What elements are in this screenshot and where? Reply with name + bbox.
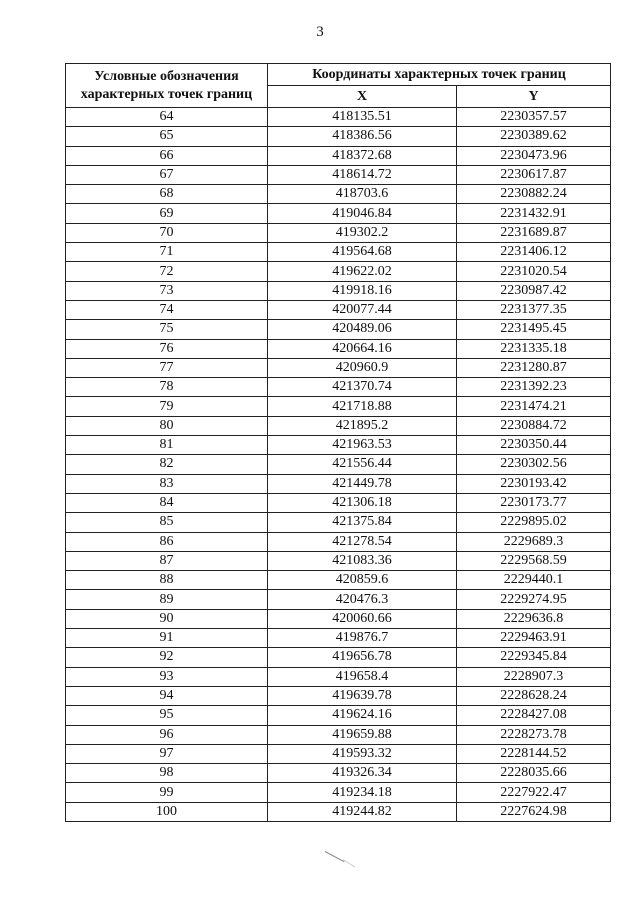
y-coordinate-cell: 2230357.57 — [457, 108, 611, 127]
y-coordinate-cell: 2229345.84 — [457, 648, 611, 667]
table-row — [66, 416, 611, 435]
table-body — [66, 108, 611, 822]
y-coordinate-cell: 2229568.59 — [457, 551, 611, 570]
x-coordinate-cell: 421370.74 — [268, 378, 457, 397]
table-row — [66, 223, 611, 242]
y-coordinate-cell: 2229463.91 — [457, 629, 611, 648]
x-coordinate-cell: 418703.6 — [268, 185, 457, 204]
point-cell: 64 — [66, 108, 268, 127]
y-coordinate-cell: 2229274.95 — [457, 590, 611, 609]
y-coordinate-cell: 2230617.87 — [457, 165, 611, 184]
point-cell: 74 — [66, 300, 268, 319]
point-cell: 66 — [66, 146, 268, 165]
y-coordinate-cell: 2231689.87 — [457, 223, 611, 242]
table-row — [66, 725, 611, 744]
x-coordinate-cell: 419658.4 — [268, 667, 457, 686]
x-coordinate-cell: 418386.56 — [268, 127, 457, 146]
table-row — [66, 764, 611, 783]
point-cell: 72 — [66, 262, 268, 281]
point-cell: 71 — [66, 243, 268, 262]
x-column-header: X — [268, 86, 457, 108]
x-coordinate-cell: 418135.51 — [268, 108, 457, 127]
y-coordinate-cell: 2231392.23 — [457, 378, 611, 397]
x-coordinate-cell: 421556.44 — [268, 455, 457, 474]
table-row — [66, 436, 611, 455]
y-coordinate-cell: 2229636.8 — [457, 609, 611, 628]
table-row — [66, 320, 611, 339]
y-coordinate-cell: 2228035.66 — [457, 764, 611, 783]
x-coordinate-cell: 421375.84 — [268, 513, 457, 532]
y-coordinate-cell: 2231474.21 — [457, 397, 611, 416]
point-cell: 68 — [66, 185, 268, 204]
y-coordinate-cell: 2230473.96 — [457, 146, 611, 165]
x-coordinate-cell: 419622.02 — [268, 262, 457, 281]
y-coordinate-cell: 2230389.62 — [457, 127, 611, 146]
point-cell: 84 — [66, 493, 268, 512]
y-coordinate-cell: 2231280.87 — [457, 358, 611, 377]
x-coordinate-cell: 421083.36 — [268, 551, 457, 570]
y-column-header: Y — [457, 86, 611, 108]
table-row — [66, 532, 611, 551]
table-row — [66, 571, 611, 590]
point-cell: 90 — [66, 609, 268, 628]
table-row — [66, 455, 611, 474]
y-coordinate-cell: 2231406.12 — [457, 243, 611, 262]
x-coordinate-cell: 420960.9 — [268, 358, 457, 377]
x-coordinate-cell: 420060.66 — [268, 609, 457, 628]
x-coordinate-cell: 420859.6 — [268, 571, 457, 590]
table-row — [66, 339, 611, 358]
table-row — [66, 609, 611, 628]
x-coordinate-cell: 419302.2 — [268, 223, 457, 242]
x-coordinate-cell: 419326.34 — [268, 764, 457, 783]
table-row — [66, 551, 611, 570]
x-coordinate-cell: 421449.78 — [268, 474, 457, 493]
point-cell: 81 — [66, 436, 268, 455]
point-cell: 67 — [66, 165, 268, 184]
x-coordinate-cell: 418614.72 — [268, 165, 457, 184]
x-coordinate-cell: 419564.68 — [268, 243, 457, 262]
point-cell: 76 — [66, 339, 268, 358]
y-coordinate-cell: 2231335.18 — [457, 339, 611, 358]
table-row — [66, 783, 611, 802]
page-number: 3 — [316, 24, 324, 40]
point-cell: 65 — [66, 127, 268, 146]
y-coordinate-cell: 2231432.91 — [457, 204, 611, 223]
table-row — [66, 513, 611, 532]
x-coordinate-cell: 420077.44 — [268, 300, 457, 319]
point-designation-header: Условные обозначения характерных точек границ — [66, 64, 268, 108]
y-coordinate-cell: 2231377.35 — [457, 300, 611, 319]
table-row — [66, 629, 611, 648]
y-coordinate-cell: 2228144.52 — [457, 744, 611, 763]
x-coordinate-cell: 419639.78 — [268, 686, 457, 705]
y-coordinate-cell: 2228628.24 — [457, 686, 611, 705]
table-row — [66, 648, 611, 667]
table-row — [66, 262, 611, 281]
table-row — [66, 744, 611, 763]
table-row — [66, 127, 611, 146]
x-coordinate-cell: 420664.16 — [268, 339, 457, 358]
point-cell: 80 — [66, 416, 268, 435]
table-header — [66, 64, 611, 108]
point-cell: 79 — [66, 397, 268, 416]
point-cell: 83 — [66, 474, 268, 493]
x-coordinate-cell: 419244.82 — [268, 802, 457, 821]
point-cell: 91 — [66, 629, 268, 648]
table-row — [66, 667, 611, 686]
y-coordinate-cell: 2227624.98 — [457, 802, 611, 821]
table-row — [66, 146, 611, 165]
coordinates-header: Координаты характерных точек границ — [268, 64, 611, 86]
y-coordinate-cell: 2229440.1 — [457, 571, 611, 590]
point-cell: 95 — [66, 706, 268, 725]
table-row — [66, 493, 611, 512]
x-coordinate-cell: 419659.88 — [268, 725, 457, 744]
x-coordinate-cell: 419046.84 — [268, 204, 457, 223]
x-coordinate-cell: 419234.18 — [268, 783, 457, 802]
table-row — [66, 802, 611, 821]
x-coordinate-cell: 419656.78 — [268, 648, 457, 667]
x-coordinate-cell: 421895.2 — [268, 416, 457, 435]
table-row — [66, 706, 611, 725]
y-coordinate-cell: 2229895.02 — [457, 513, 611, 532]
y-coordinate-cell: 2229689.3 — [457, 532, 611, 551]
x-coordinate-cell: 419624.16 — [268, 706, 457, 725]
table-row — [66, 686, 611, 705]
point-cell: 87 — [66, 551, 268, 570]
point-cell: 89 — [66, 590, 268, 609]
y-coordinate-cell: 2228273.78 — [457, 725, 611, 744]
point-cell: 93 — [66, 667, 268, 686]
point-cell: 92 — [66, 648, 268, 667]
point-cell: 73 — [66, 281, 268, 300]
scan-artifact-mark — [343, 859, 355, 867]
table-row — [66, 474, 611, 493]
point-cell: 97 — [66, 744, 268, 763]
x-coordinate-cell: 418372.68 — [268, 146, 457, 165]
point-cell: 85 — [66, 513, 268, 532]
table-row — [66, 243, 611, 262]
point-cell: 100 — [66, 802, 268, 821]
y-coordinate-cell: 2230882.24 — [457, 185, 611, 204]
point-cell: 94 — [66, 686, 268, 705]
point-cell: 75 — [66, 320, 268, 339]
point-cell: 78 — [66, 378, 268, 397]
point-cell: 77 — [66, 358, 268, 377]
point-cell: 88 — [66, 571, 268, 590]
point-cell: 69 — [66, 204, 268, 223]
table-row — [66, 165, 611, 184]
x-coordinate-cell: 419876.7 — [268, 629, 457, 648]
x-coordinate-cell: 419593.32 — [268, 744, 457, 763]
y-coordinate-cell: 2230350.44 — [457, 436, 611, 455]
y-coordinate-cell: 2230987.42 — [457, 281, 611, 300]
point-cell: 96 — [66, 725, 268, 744]
table-row — [66, 185, 611, 204]
table-row — [66, 204, 611, 223]
x-coordinate-cell: 420489.06 — [268, 320, 457, 339]
table-row — [66, 358, 611, 377]
y-coordinate-cell: 2230884.72 — [457, 416, 611, 435]
x-coordinate-cell: 421963.53 — [268, 436, 457, 455]
table-row — [66, 281, 611, 300]
x-coordinate-cell: 421278.54 — [268, 532, 457, 551]
table-row — [66, 300, 611, 319]
table-row — [66, 397, 611, 416]
point-cell: 86 — [66, 532, 268, 551]
y-coordinate-cell: 2231020.54 — [457, 262, 611, 281]
table-row — [66, 378, 611, 397]
point-cell: 98 — [66, 764, 268, 783]
y-coordinate-cell: 2230302.56 — [457, 455, 611, 474]
y-coordinate-cell: 2228427.08 — [457, 706, 611, 725]
scan-artifact-mark — [325, 851, 345, 862]
x-coordinate-cell: 420476.3 — [268, 590, 457, 609]
y-coordinate-cell: 2231495.45 — [457, 320, 611, 339]
y-coordinate-cell: 2230173.77 — [457, 493, 611, 512]
y-coordinate-cell: 2230193.42 — [457, 474, 611, 493]
y-coordinate-cell: 2227922.47 — [457, 783, 611, 802]
point-cell: 70 — [66, 223, 268, 242]
point-cell: 99 — [66, 783, 268, 802]
table-row — [66, 108, 611, 127]
point-cell: 82 — [66, 455, 268, 474]
y-coordinate-cell: 2228907.3 — [457, 667, 611, 686]
x-coordinate-cell: 421718.88 — [268, 397, 457, 416]
x-coordinate-cell: 421306.18 — [268, 493, 457, 512]
x-coordinate-cell: 419918.16 — [268, 281, 457, 300]
table-row — [66, 590, 611, 609]
coordinates-table — [65, 63, 611, 822]
